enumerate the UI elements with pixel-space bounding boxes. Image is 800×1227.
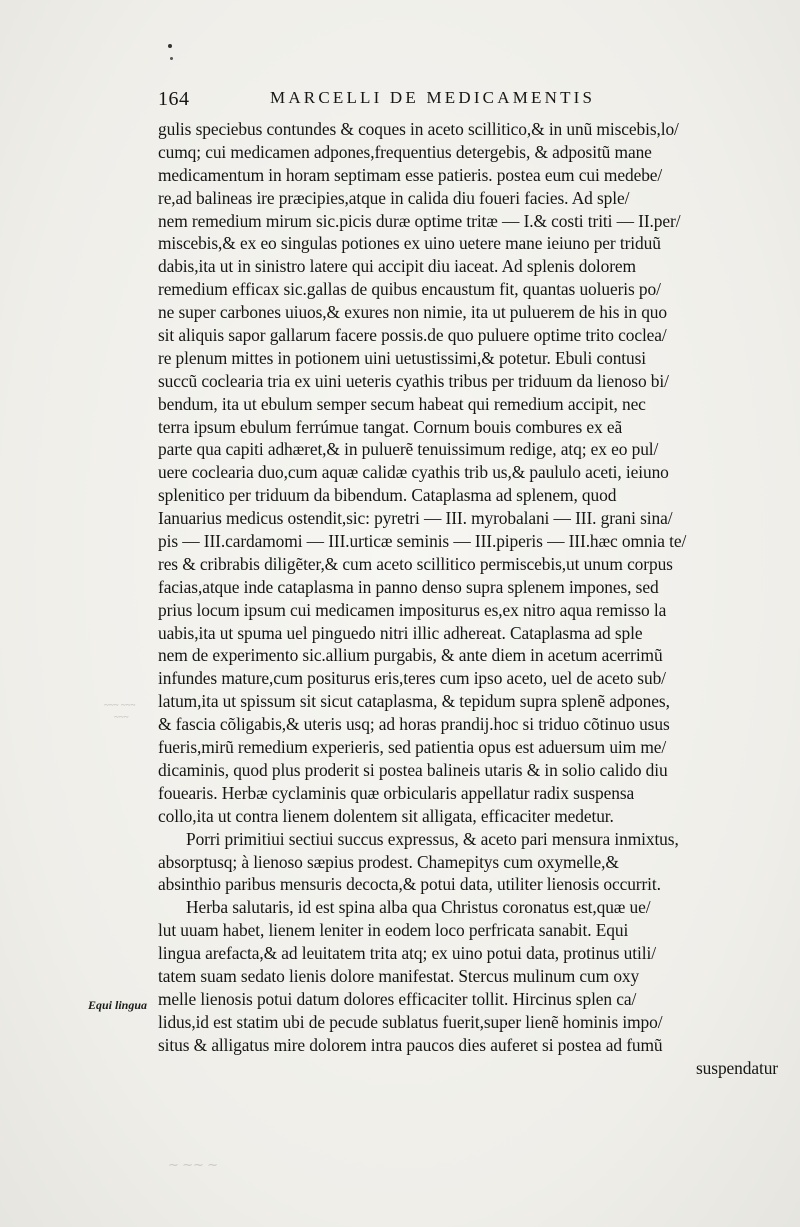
margin-note: Equi lingua	[88, 998, 148, 1012]
body-text	[158, 118, 798, 1079]
text-line: re,ad balineas ire præcipies,atque in calida diu foueri facies. Ad sple/	[158, 187, 630, 208]
text-line: fouearis. Herbæ cyclaminis quæ orbicularis appellatur radix suspensa	[158, 782, 635, 803]
faint-bleed-through: ∼ ∼∼ ∼	[168, 1157, 219, 1172]
text-line: uabis,ita ut spuma uel pinguedo nitri illic adhereat. Cataplasma ad sple	[158, 622, 643, 643]
text-line: succũ coclearia tria ex uini ueteris cyathis tribus per triduum da lienoso bi/	[158, 370, 669, 391]
text-line: facias,atque inde cataplasma in panno denso supra splenem impones, sed	[158, 576, 659, 597]
text-line: lingua arefacta,& ad leuitatem trita atq; ex uino potui data, protinus utili/	[158, 943, 656, 964]
text-line: res & cribrabis diligẽter,& cum aceto scillitico permiscebis,ut unum corpus	[158, 553, 673, 574]
text-line: nem remedium mirum sic.picis duræ optime tritæ — I.& costi triti — II.per/	[158, 210, 681, 231]
text-line: prius locum ipsum cui medicamen impositurus es,ex nitro aqua remisso la	[158, 599, 667, 620]
text-line: tatem suam sedato lienis dolore manifestat. Stercus mulinum cum oxy	[158, 965, 640, 986]
text-line: nem de experimento sic.allium purgabis, & ante diem in acetum acerrimũ	[158, 645, 663, 666]
faint-marginalia: ~~~	[114, 712, 129, 722]
text-line: re plenum mittes in potionem uini uetustissimi,& potetur. Ebuli contusi	[158, 347, 647, 368]
text-line: dabis,ita ut in sinistro latere qui accipit diu iaceat. Ad splenis dolorem	[158, 256, 636, 277]
text-line: uere coclearia duo,cum aquæ calidæ cyathis trib us,& paululo aceti, ieiuno	[158, 462, 669, 483]
text-line: miscebis,& ex eo singulas potiones ex uino uetere mane ieiuno per triduũ	[158, 233, 661, 254]
text-line: situs & alligatus mire dolorem intra paucos dies auferet si postea ad fumũ	[158, 1034, 663, 1055]
text-line: absorptusq; à lienoso sæpius prodest. Chamepitys cum oxymelle,&	[158, 851, 619, 872]
text-line: latum,ita ut spissum sit sicut cataplasma, & tepidum supra splenẽ adpones,	[158, 691, 670, 712]
ink-speck	[170, 57, 173, 60]
ink-speck	[168, 44, 172, 48]
text-line: pis — III.cardamomi — III.urticæ seminis — III.piperis — III.hæc omnia te/	[158, 531, 687, 552]
text-line: infundes mature,cum positurus eris,teres cum ipso aceto, uel de aceto sub/	[158, 668, 666, 689]
text-line: Ianuarius medicus ostendit,sic: pyretri — III. myrobalani — III. grani sina/	[158, 508, 673, 529]
text-line: remedium efficax sic.gallas de quibus encaustum fit, quantas uolueris po/	[158, 279, 661, 300]
text-line: collo,ita ut contra lienem dolentem sit alligata, efficaciter medetur.	[158, 805, 614, 826]
text-line: ne super carbones uiuos,& exures non nimie, ita ut puluerem de his in quo	[158, 302, 667, 323]
text-line: lidus,id est statim ubi de pecude sublatus fuerit,super lienẽ hominis impo/	[158, 1011, 663, 1032]
text-line: absinthio paribus mensuris decocta,& potui data, utiliter lienosis occurrit.	[158, 874, 661, 895]
text-line: melle lienosis potui datum dolores efficaciter tollit. Hircinus splen ca/	[158, 988, 637, 1009]
text-line: splenitico per triduum da bibendum. Cataplasma ad splenem, quod	[158, 485, 617, 506]
faint-marginalia: ~~~ ~~~	[104, 700, 136, 710]
text-line: gulis speciebus contundes & coques in aceto scillitico,& in unũ miscebis,lo/	[158, 119, 679, 139]
text-line: cumq; cui medicamen adpones,frequentius detergebis, & adpositũ mane	[158, 141, 652, 162]
text-line: parte qua capiti adhæret,& in puluerẽ tenuissimum redige, atq; ex eo pul/	[158, 439, 659, 460]
text-line: bendum, ita ut ebulum semper secum habeat qui remedium accipit, nec	[158, 393, 646, 414]
text-line: Herba salutaris, id est spina alba qua Christus coronatus est,quæ ue/	[186, 897, 651, 918]
catchword: suspendatur	[696, 1057, 778, 1078]
running-head: MARCELLI DE MEDICAMENTIS	[270, 88, 596, 107]
text-line: lut uuam habet, lienem leniter in eodem loco perfricata sanabit. Equi	[158, 920, 629, 941]
page-header	[158, 88, 798, 112]
text-line: medicamentum in horam septimam esse patieris. postea eum cui medebe/	[158, 164, 663, 185]
text-line: sit aliquis sapor gallarum facere possis.de quo puluere optime trito coclea/	[158, 325, 667, 346]
text-line: dicaminis, quod plus proderit si postea balineis utaris & in solio calido diu	[158, 759, 668, 780]
text-line: fueris,mirũ remedium experieris, sed patientia opus est aduersum uim me/	[158, 737, 667, 758]
text-line: & fascia cõligabis,& uteris usq; ad horas prandij.hoc si triduo cõtinuo usus	[158, 714, 670, 735]
page-number: 164	[158, 88, 190, 110]
text-line: Porri primitiui sectiui succus expressus, & aceto pari mensura inmixtus,	[186, 828, 679, 849]
text-line: terra ipsum ebulum ferrúmue tangat. Cornum bouis combures ex eã	[158, 416, 623, 437]
